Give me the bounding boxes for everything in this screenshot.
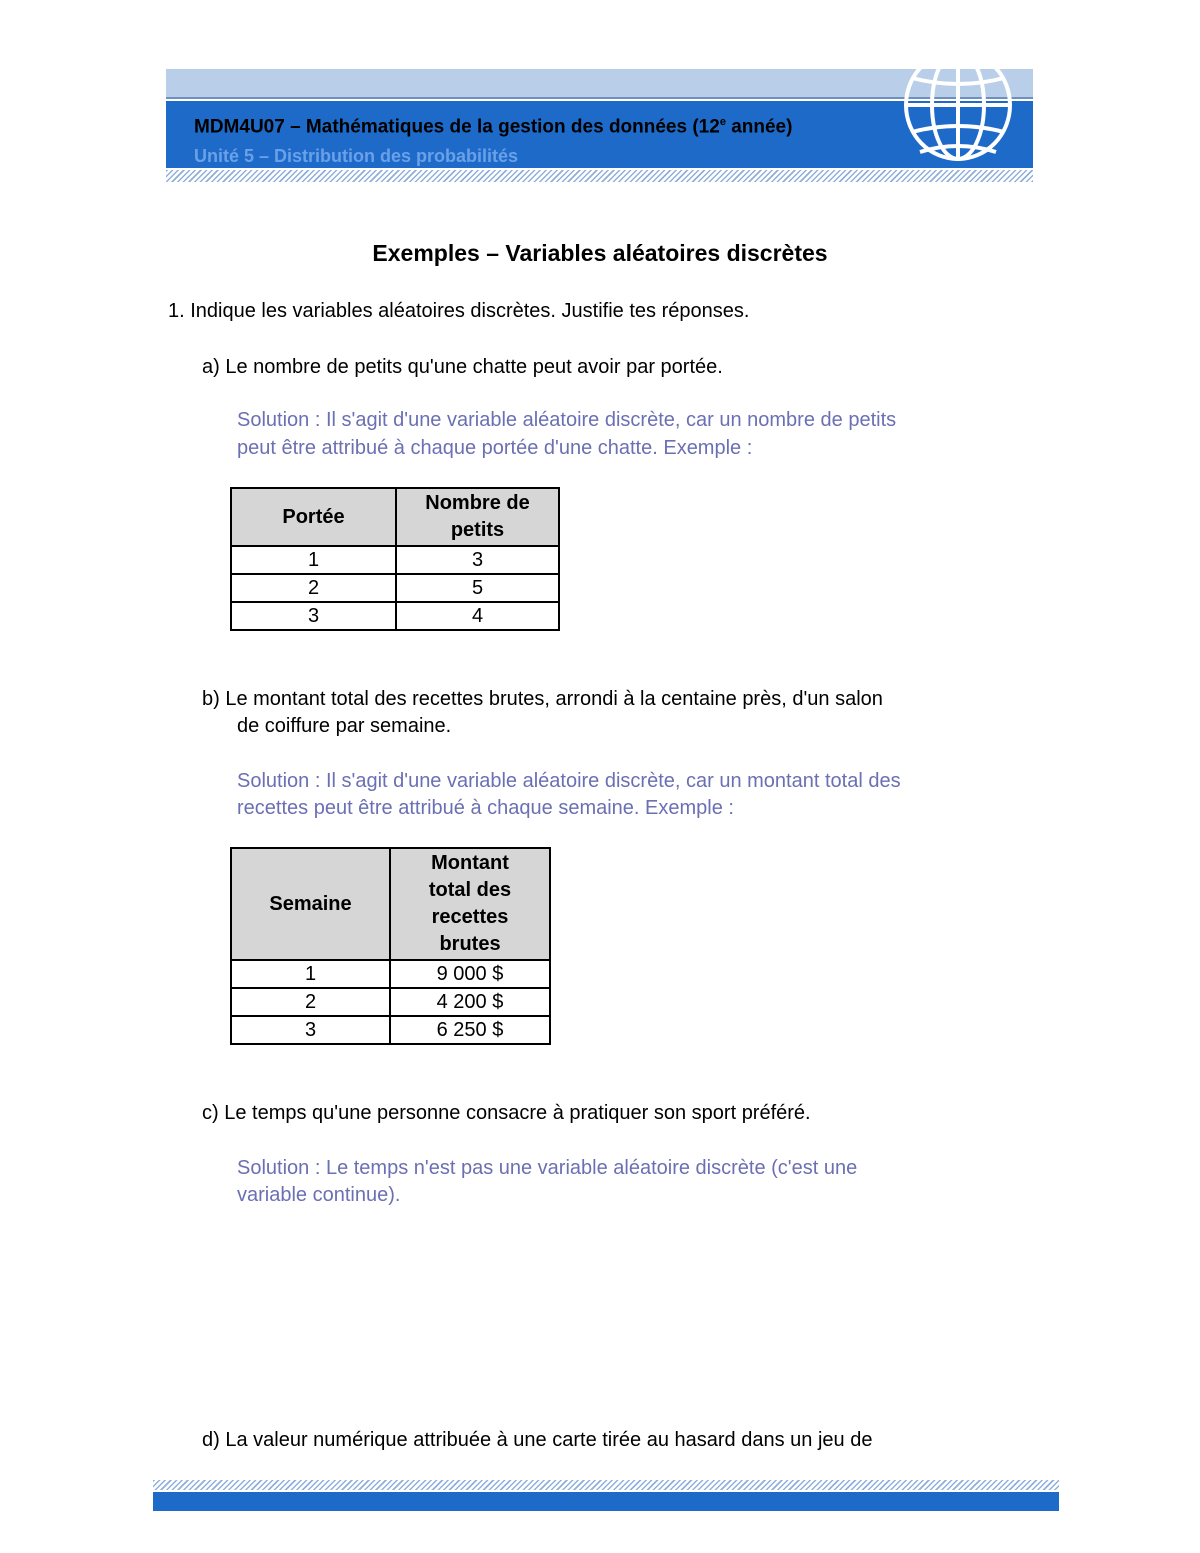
- table-row: 3 6 250 $: [231, 1016, 550, 1044]
- table-b-header-0: Semaine: [231, 848, 390, 960]
- question-b-line-2: de coiffure par semaine.: [237, 715, 452, 737]
- table-a-header-1: Nombre de petits: [396, 488, 559, 546]
- table-a: [230, 487, 560, 631]
- solution-b-line-2: recettes peut être attribué à chaque semaine. Exemple :: [237, 797, 734, 819]
- course-title: MDM4U07 – Mathématiques de la gestion des données (12e année): [194, 116, 793, 138]
- table-row: 1 3: [231, 546, 559, 574]
- solution-c-line-1: Solution : Le temps n'est pas une variable aléatoire discrète (c'est une: [237, 1157, 858, 1179]
- globe-icon: [880, 60, 1030, 170]
- header-hatch-stripe: [166, 170, 1033, 182]
- footer-blue-band: [153, 1492, 1059, 1511]
- table-row: 1 9 000 $: [231, 960, 550, 988]
- solution-b-line-1: Solution : Il s'agit d'une variable aléatoire discrète, car un montant total des: [237, 770, 901, 792]
- document-title: Exemples – Variables aléatoires discrètes: [372, 240, 828, 266]
- solution-c-line-2: variable continue).: [237, 1184, 401, 1206]
- footer-hatch-stripe: [153, 1480, 1059, 1490]
- question-c: c) Le temps qu'une personne consacre à pratiquer son sport préféré.: [202, 1102, 811, 1124]
- table-a-header-0: Portée: [231, 488, 396, 546]
- table-row: 2 4 200 $: [231, 988, 550, 1016]
- table-row: 2 5: [231, 574, 559, 602]
- question-a: a) Le nombre de petits qu'une chatte peut avoir par portée.: [202, 356, 723, 378]
- question-d: d) La valeur numérique attribuée à une carte tirée au hasard dans un jeu de: [202, 1429, 873, 1451]
- solution-a-line-2: peut être attribué à chaque portée d'une chatte. Exemple :: [237, 437, 753, 459]
- solution-a-line-1: Solution : Il s'agit d'une variable aléatoire discrète, car un nombre de petits: [237, 409, 897, 431]
- table-b: [230, 847, 551, 1045]
- table-b-header-1: Montant total des recettes brutes: [390, 848, 550, 960]
- question-b-line-1: b) Le montant total des recettes brutes, arrondi à la centaine près, d'un salon: [202, 688, 883, 710]
- unit-title: Unité 5 – Distribution des probabilités: [194, 146, 519, 166]
- table-row: 3 4: [231, 602, 559, 630]
- instruction-text: 1. Indique les variables aléatoires discrètes. Justifie tes réponses.: [168, 300, 750, 322]
